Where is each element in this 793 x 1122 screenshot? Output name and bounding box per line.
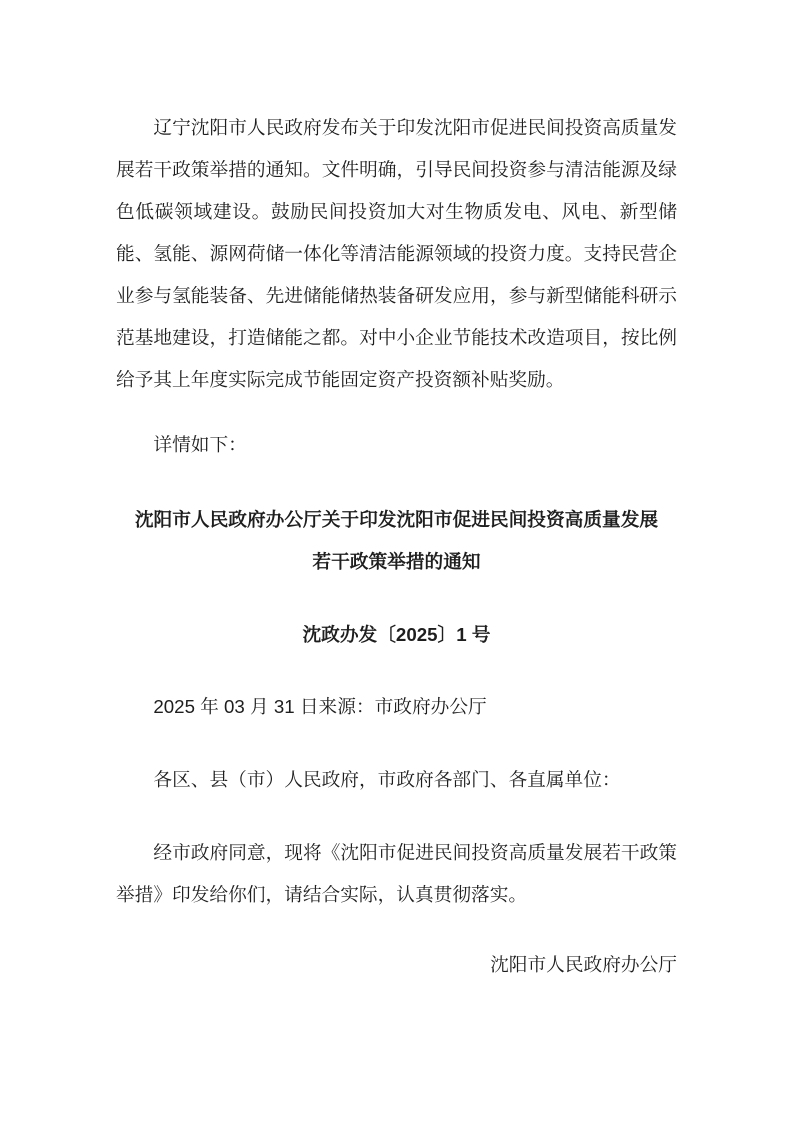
document-number: 沈政办发〔2025〕1 号 bbox=[302, 624, 491, 645]
salutation: 各区、县（市）人民政府，市政府各部门、各直属单位： bbox=[153, 769, 621, 790]
notice-title-line1: 沈阳市人民政府办公厅关于印发沈阳市促进民间投资高质量发展 bbox=[134, 509, 659, 530]
signature: 沈阳市人民政府办公厅 bbox=[490, 954, 677, 975]
date-source-line: 2025 年 03 月 31 日来源：市政府办公厅 bbox=[153, 696, 487, 717]
intro-paragraph: 辽宁沈阳市人民政府发布关于印发沈阳市促进民间投资高质量发展若干政策举措的通知。文件明确，引导民间投资参与清洁能源及绿色低碳领域建设。鼓励民间投资加大对生物质发电、风电、新型储能、氢能、源网荷储一体化等清洁能源领域的投资力度。支持民营企业参与氢能装备、先进储能储热装备研发应用，参与新型储能科研示范基地建设，打造储能之都。对中小企业节能技术改造项目，按比例给予其上年度实际完成节能固定资产投资额补贴奖励。 bbox=[116, 117, 677, 390]
body-paragraph: 经市政府同意，现将《沈阳市促进民间投资高质量发展若干政策举措》印发给你们，请结合实际，认真贯彻落实。 bbox=[116, 842, 677, 905]
details-label: 详情如下： bbox=[153, 434, 247, 455]
notice-title bbox=[116, 499, 677, 583]
notice-title-line2: 若干政策举措的通知 bbox=[312, 551, 481, 572]
